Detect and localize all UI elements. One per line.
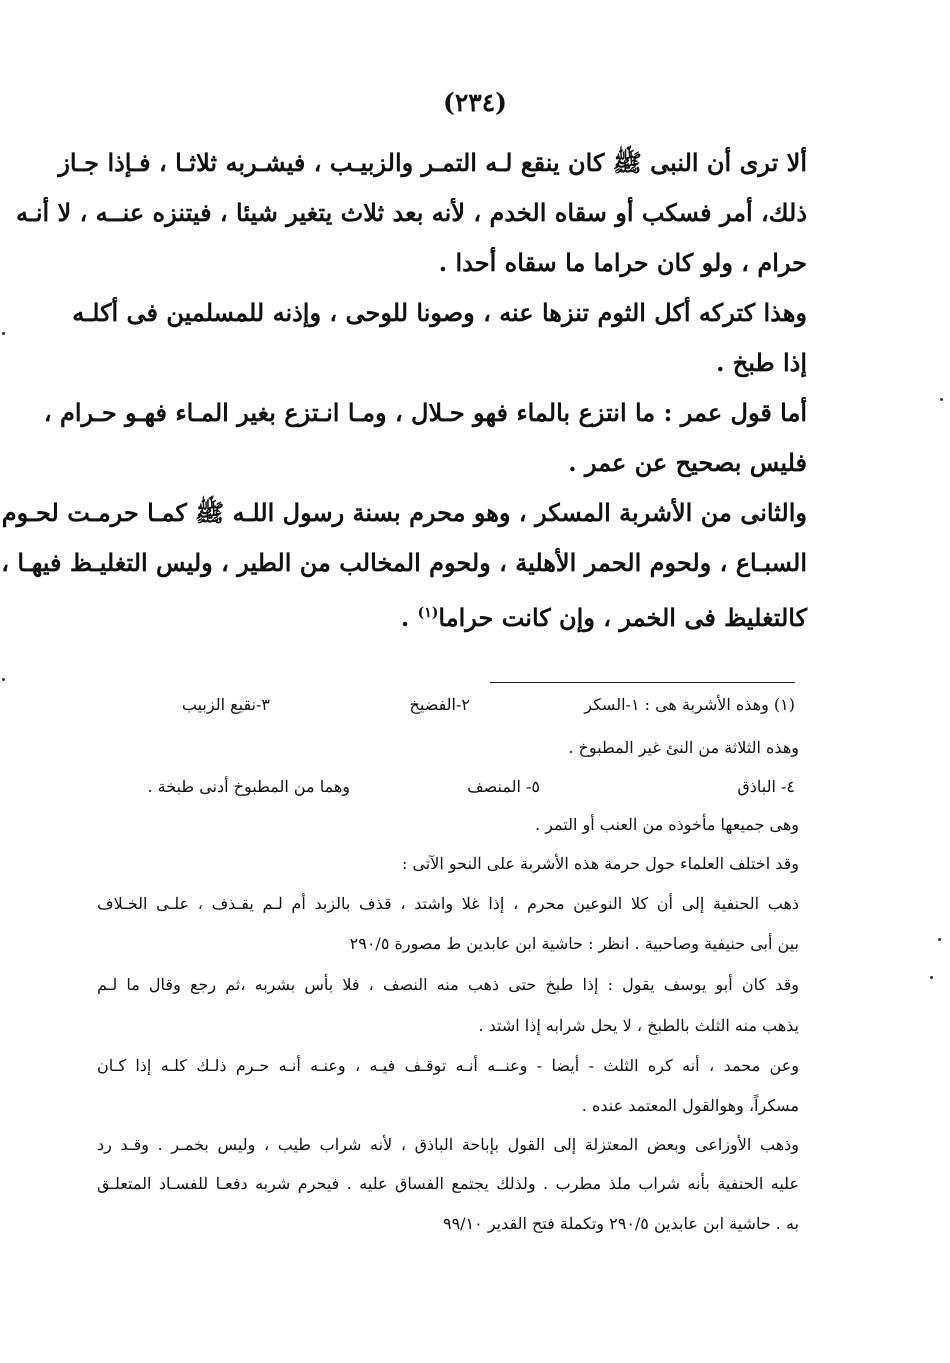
main-line: وهذا كتركه أكل الثوم تنزها عنه ، وصونا للوحى ، وإذنه للمسلمين فى أكلـه <box>72 298 807 327</box>
footnote-intro: (١) وهذه الأشربة هى : ١-السكر <box>584 695 795 714</box>
main-line: السبـاع ، ولحوم الحمر الأهلية ، ولحوم المخالب من الطير ، وليس التغليـظ فيهـا ، <box>1 548 807 577</box>
main-line: ذلك، أمر فسكب أو سقاه الخدم ، لأنه بعد ثلاث يتغير شيئا ، فيتنزه عنــه ، لا أنـه <box>15 198 807 227</box>
footnote-line: به . حاشية ابن عابدين ٢٩٠/٥ وتكملة فتح القدير ٩٩/١٠ <box>442 1214 799 1233</box>
scan-speck <box>2 332 5 335</box>
footnote-line: وهذه الثلاثة من النئ غير المطبوخ . <box>568 738 799 757</box>
footnote-line: وهى جميعها مأخوذه من العنب أو التمر . <box>535 815 799 834</box>
footnote-line: بين أبى حنيفية وصاحبية . انظر : حاشية ابن عابدين ط مصورة ٢٩٠/٥ <box>349 934 799 953</box>
main-line-text: كالتغليظ فى الخمر ، وإن كانت حراما <box>438 603 807 632</box>
footnote-item: وهما من المطبوخ أدنى طبخة . <box>147 777 350 796</box>
main-line: والثانى من الأشربة المسكر ، وهو محرم بسنة رسول اللـه ﷺ كمـا حرمـت لحـوم <box>1 498 807 527</box>
scan-speck <box>930 976 933 979</box>
footnote-line: مسكراً، وهوالقول المعتمد عنده . <box>581 1096 799 1115</box>
footnote-line: عليه الحنفية بأنه شراب ملذ مطرب . ولذلك يجتمع الفساق عليه . فيحرم شربه دفعـا للفسـاد المتعلـق <box>97 1174 799 1193</box>
main-line: حرام ، ولو كان حراما ما سقاه أحدا . <box>438 248 807 277</box>
scan-speck <box>938 938 941 941</box>
main-line-end: . <box>400 603 418 632</box>
footnote-line: وعن محمد ، أنه كره الثلث - أيضا - وعنــه أنـه توقـف فيـه ، وعنـه أنـه حـرم ذلـك كلـه إذا كـان <box>97 1056 799 1075</box>
main-line: أما قول عمر : ما انتزع بالماء فهو حـلال ، ومـا انـتزع بغير المـاء فهـو حـرام ، <box>43 398 807 427</box>
footnote-item: ٤- الباذق <box>737 777 795 796</box>
footnote-reference[interactable]: (١) <box>417 605 439 621</box>
main-text <box>1 138 807 638</box>
footnote-item: ٢-الفضيخ <box>409 695 470 714</box>
footnote-line: وقد اختلف العلماء حول حرمة هذه الأشربة على النحو الآتى : <box>401 854 799 873</box>
main-line-last <box>97 588 807 638</box>
main-line: ألا ترى أن النبى ﷺ كان ينقع لـه التمـر والزبيـب ، فيشـربه ثلاثـا ، فـإذا جـاز <box>58 148 807 177</box>
footnote-line: يذهب منه الثلث بالطبخ ، لا يحل شرابه إذا اشتد . <box>478 1016 799 1035</box>
scan-speck <box>2 678 5 681</box>
footnote-item: ٥- المنصف <box>467 777 540 796</box>
footnote-line: وذهب الأوزاعى وبعض المعتزلة إلى القول بإباحة الباذق ، لأنه شراب طيب ، وليس بخمـر . وقـد رد <box>97 1135 799 1154</box>
main-line: فليس بصحيح عن عمر . <box>568 448 807 477</box>
page-number: (٢٣٤) <box>443 88 507 117</box>
main-line: إذا طبخ . <box>716 348 807 377</box>
footnote-item: ٣-نقيع الزبيب <box>181 695 270 714</box>
footnote-line: وقد كان أبو يوسف يقول : إذا طبخ حتى ذهب منه النصف ، فلا بأس بشربه ،ثم رجع وقال ما لـم <box>97 975 799 994</box>
footnote-divider <box>490 682 795 683</box>
footnote-line: ذهب الحنفية إلى أن كلا النوعين محرم ، إذا غلا واشتد ، قذف بالزبد أم لـم يقـذف ، علـى الخـلاف <box>97 894 800 913</box>
scan-speck <box>940 398 943 401</box>
